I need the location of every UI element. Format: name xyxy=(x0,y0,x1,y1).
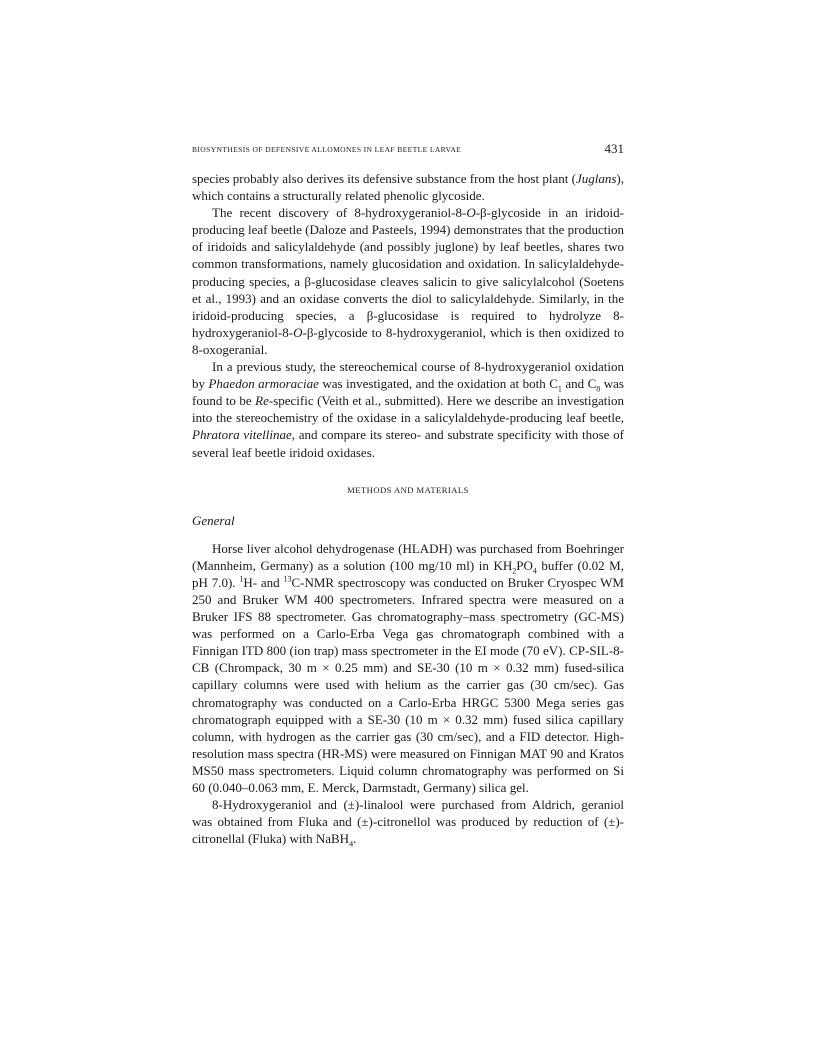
text-run: was found to be xyxy=(192,376,624,409)
italic-o: O xyxy=(466,205,476,221)
subscript: 8 xyxy=(596,384,601,394)
subscript: 4 xyxy=(532,566,537,576)
text-run: species probably also derives its defensive substance from the host plant ( xyxy=(192,171,576,186)
subscript: 2 xyxy=(512,566,517,576)
superscript: 1 xyxy=(239,574,244,584)
text-run: PO xyxy=(516,557,533,573)
text-run: -specific (Veith et al., submitted). Here we describe an investigation into the stereochemistry of the oxidase in a salicylaldehyde-producing leaf beetle, xyxy=(192,393,624,426)
italic-re: Re xyxy=(255,393,269,409)
text-run: -β-glycoside to 8-hydroxygeraniol, which is then oxidized to 8-oxogeranial. xyxy=(192,324,624,357)
paragraph-reagents xyxy=(192,796,624,847)
text-run: ), which contains a structurally related phenolic glycoside. xyxy=(192,171,624,204)
paragraph-previous-study xyxy=(192,358,624,461)
text-run: . xyxy=(353,831,357,847)
text-run: 8-Hydroxygeraniol and (±)-linalool were purchased from Aldrich, geraniol was obtained from Fluka and (±)-citronellol was produced by reduction of (±)-citronellal (Fluka) with NaBH xyxy=(192,797,624,847)
genus-name-juglans: Juglans xyxy=(575,171,617,186)
text-run: H- and xyxy=(243,574,284,590)
text-run: and C xyxy=(561,376,597,392)
paragraph-continued xyxy=(192,170,624,204)
text-run: was investigated, and the oxidation at both C xyxy=(318,376,558,392)
text-run: -β-glycoside in an iridoid-producing leaf beetle (Daloze and Pasteels, 1994) demonstrates that the production of iridoids and salicylaldehyde (and possibly juglone) by leaf beetles, shares two common transformations, namely glucosidation and oxidation. In salicylaldehyde-producing species, a β-glucosidase cleaves salicin to give salicylalcohol (Soetens et al., 1993) and an oxidase converts the diol to salicylaldehyde. Similarly, in the iridoid-producing species, a β-glucosidase is required to hydrolyze 8-hydroxygeraniol-8- xyxy=(192,205,624,340)
subsection-heading: General xyxy=(192,512,235,528)
body-text xyxy=(192,170,624,847)
subscript: 4 xyxy=(349,839,354,849)
species-name-phaedon: Phaedon armoraciae xyxy=(208,376,319,392)
text-run: The recent discovery of 8-hydroxygeraniol-8- xyxy=(212,205,467,221)
species-name-phratora: Phratora vitellinae xyxy=(192,427,292,443)
paragraph-general-methods xyxy=(192,540,624,796)
subscript: 1 xyxy=(557,384,562,394)
text-run: buffer (0.02 M, pH 7.0). xyxy=(192,557,624,590)
running-head xyxy=(192,141,624,158)
superscript: 13 xyxy=(283,574,292,584)
italic-o: O xyxy=(293,324,303,340)
text-run: Horse liver alcohol dehydrogenase (HLADH) was purchased from Boehringer (Mannheim, Germany) as a solution (100 mg/10 ml) in KH xyxy=(192,540,624,573)
section-heading: METHODS AND MATERIALS xyxy=(347,484,469,495)
paragraph-glycoside-discovery xyxy=(192,204,624,358)
text-run: C-NMR spectroscopy was conducted on Bruker Cryospec WM 250 and Bruker WM 400 spectrometers. Infrared spectra were measured on a Bruker IFS 88 spectrometer. Gas chromatography–mass spectrometry (GC-MS) was performed on a Carlo-Erba Vega gas chromatograph combined with a Finnigan ITD 800 (ion trap) mass spectrometer in the EI mode (70 eV). CP-SIL-8-CB (Chrompack, 30 m × 0.25 mm) and SE-30 (10 m × 0.32 mm) fused-silica capillary columns were used with helium as the carrier gas (30 cm/sec). Gas chromatography was conducted on a Carlo-Erba HRGC 5300 Mega series gas chromatograph equipped with a SE-30 (10 m × 0.32 mm) fused silica capillary column, with hydrogen as the carrier gas (30 cm/sec), and a FID detector. High-resolution mass spectra (HR-MS) were measured on Finnigan MAT 90 and Kratos MS50 mass spectrometers. Liquid column chromatography was performed on Si 60 (0.040–0.063 mm, E. Merck, Darmstadt, Germany) silica gel. xyxy=(192,574,624,795)
page-number: 431 xyxy=(604,141,624,156)
text-run: In a previous study, the stereochemical course of 8-hydroxygeraniol oxidation by xyxy=(192,359,624,392)
running-title: BIOSYNTHESIS OF DEFENSIVE ALLOMONES IN LEAF BEETLE LARVAE xyxy=(192,145,462,154)
text-run: , and compare its stereo- and substrate specificity with those of several leaf beetle iridoid oxidases. xyxy=(192,427,624,460)
